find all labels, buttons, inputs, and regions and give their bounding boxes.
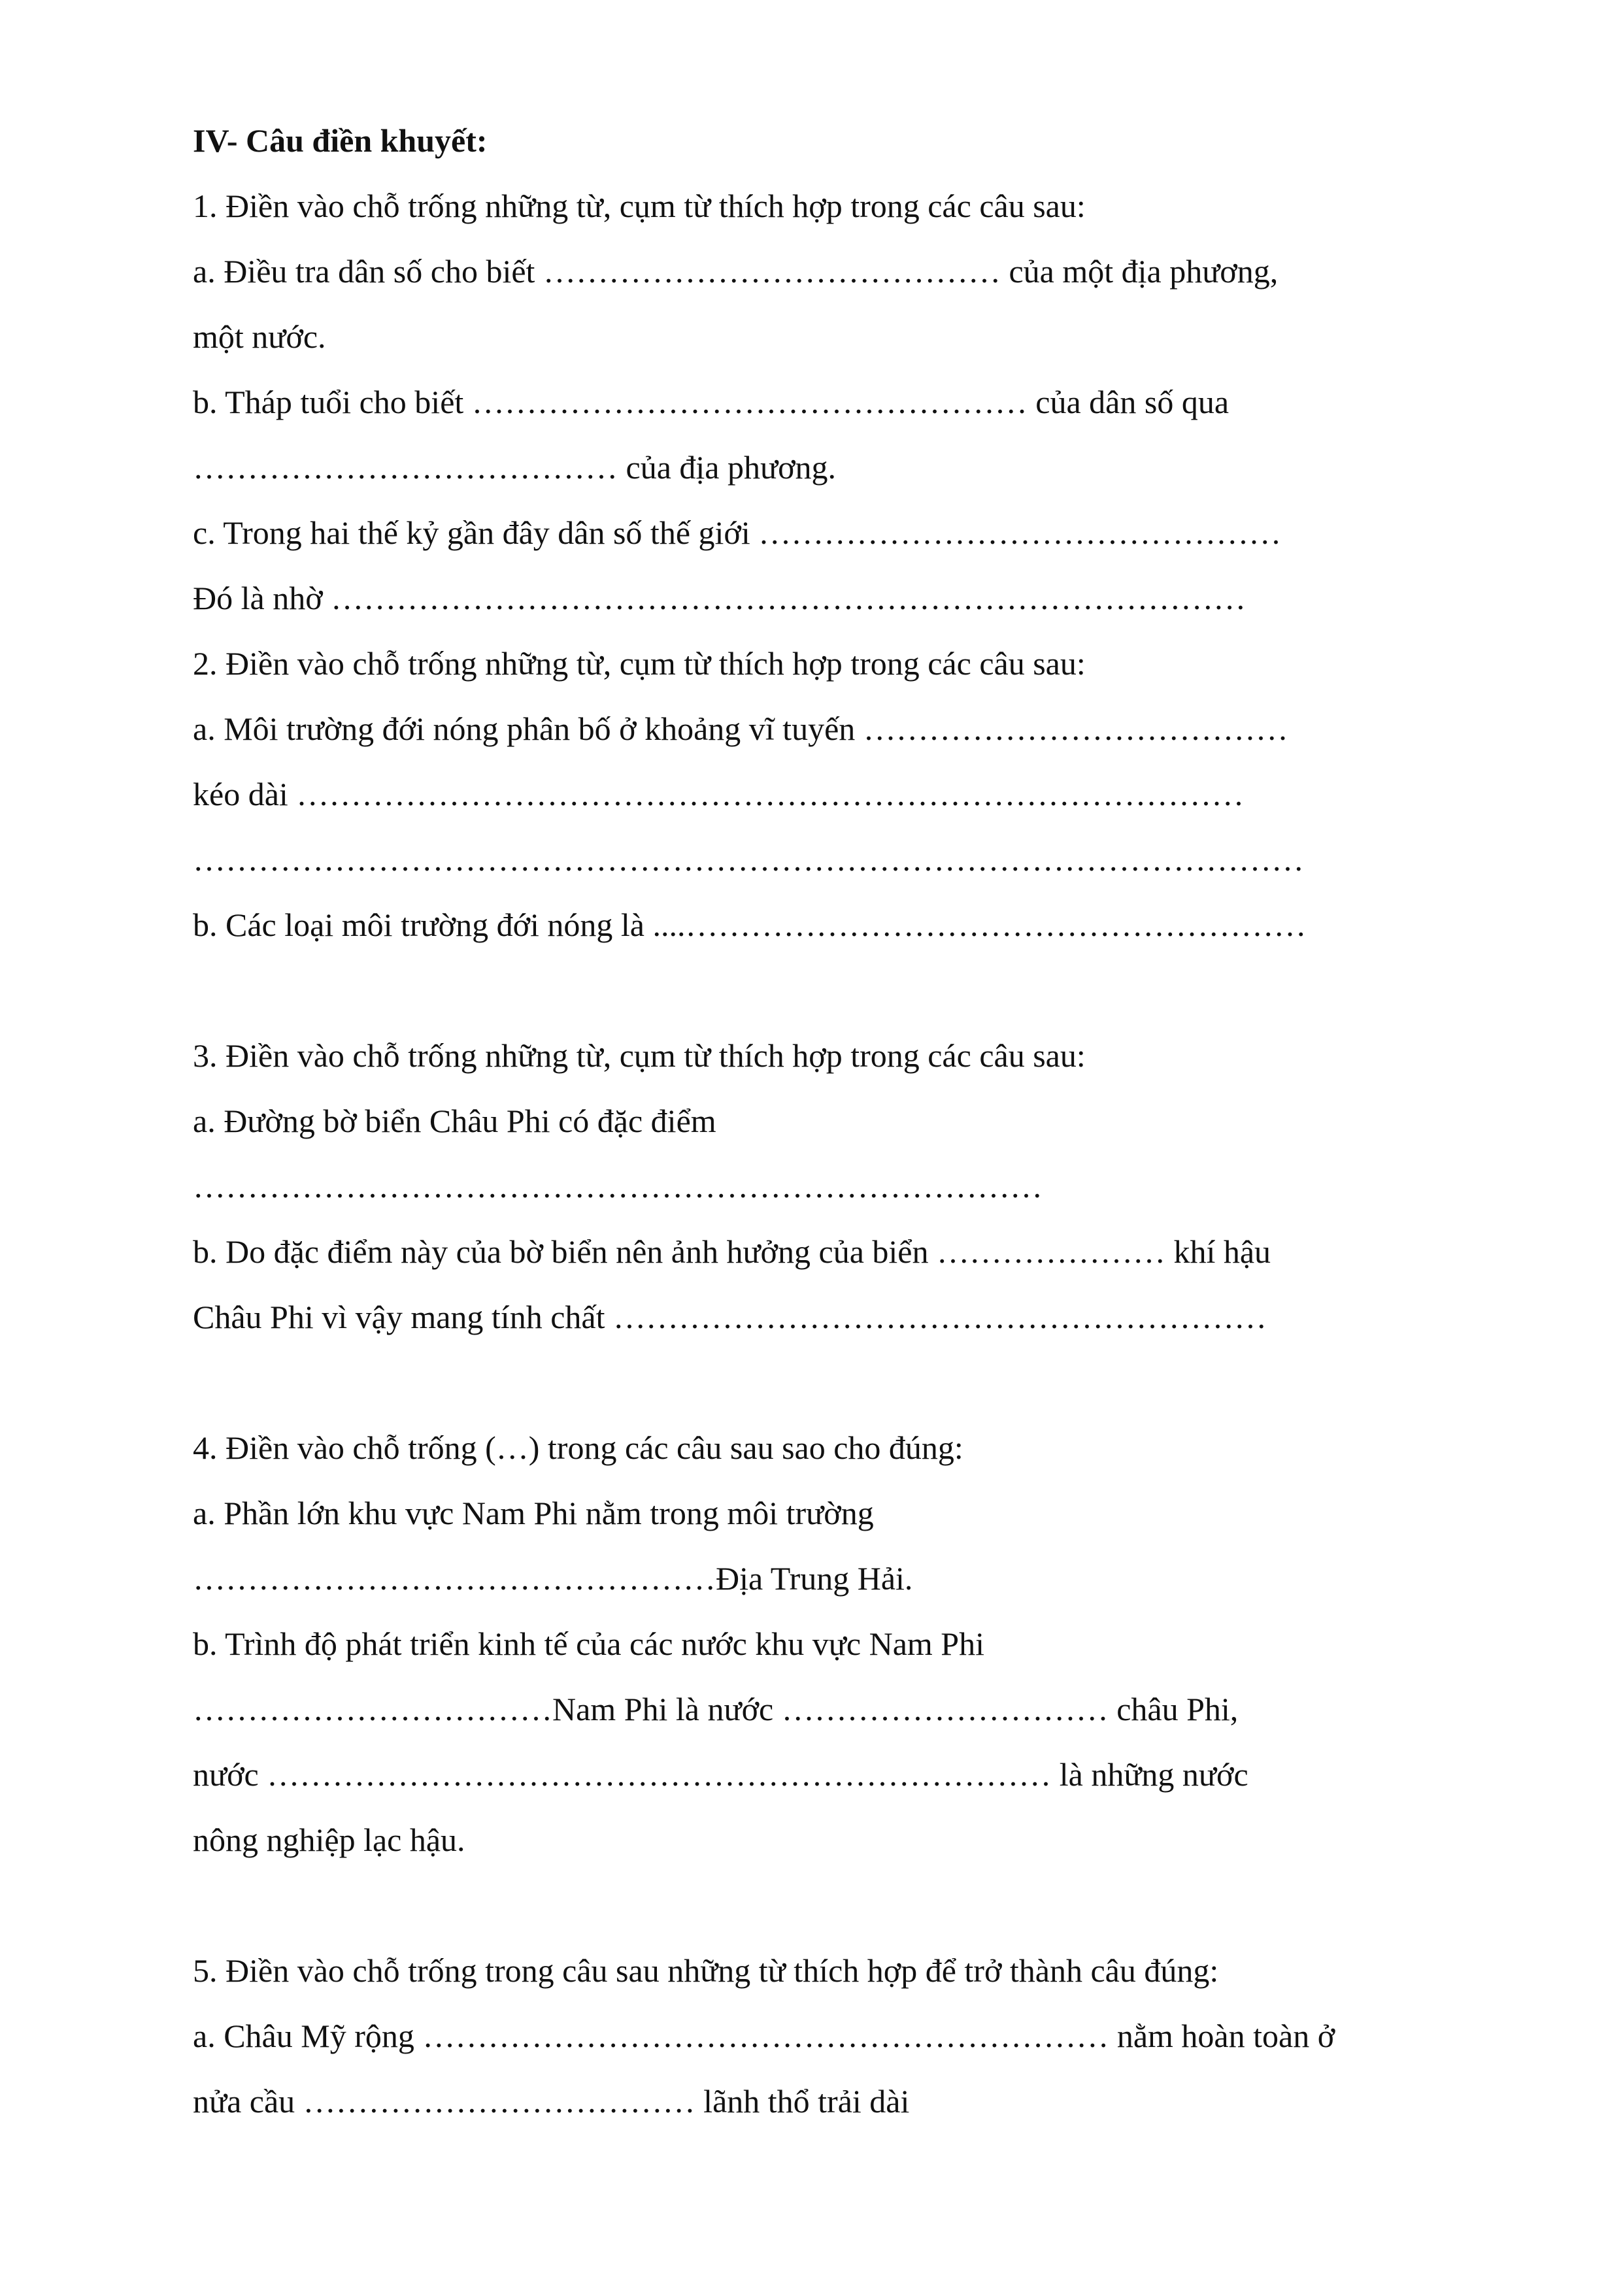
q5a-line-2: nửa cầu ……………………………… lãnh thổ trải dài (193, 2083, 910, 2120)
q1b-line-1: b. Tháp tuổi cho biết …………………………………………… của dân số qua (193, 384, 1230, 420)
q5-instruction: 5. Điền vào chỗ trống trong câu sau những từ thích hợp để trở thành câu đúng: (193, 1952, 1219, 1989)
section-heading: IV- Câu điền khuyết: (193, 122, 488, 159)
q1a-line-2: một nước. (193, 318, 326, 355)
q3a-line-1: a. Đường bờ biển Châu Phi có đặc điểm (193, 1103, 716, 1139)
q3-instruction: 3. Điền vào chỗ trống những từ, cụm từ thích hợp trong các câu sau: (193, 1037, 1086, 1074)
q2-instruction: 2. Điền vào chỗ trống những từ, cụm từ thích hợp trong các câu sau: (193, 645, 1086, 682)
q3a-line-2: …………………………………………………………………… (193, 1168, 1043, 1205)
q1b-line-2: ………………………………… của địa phương. (193, 449, 837, 486)
q4b-line-4: nông nghiệp lạc hậu. (193, 1822, 465, 1858)
q3b-line-2: Châu Phi vì vậy mang tính chất …………………………………………………… (193, 1299, 1267, 1335)
q3b-line-1: b. Do đặc điểm này của bờ biển nên ảnh hưởng của biển ………………… khí hậu (193, 1233, 1271, 1270)
q4a-line-1: a. Phần lớn khu vực Nam Phi nằm trong môi trường (193, 1495, 874, 1531)
q2a-line-1: a. Môi trường đới nóng phân bố ở khoảng vĩ tuyến ………………………………… (193, 710, 1288, 747)
q4-instruction: 4. Điền vào chỗ trống (…) trong các câu sau sao cho đúng: (193, 1429, 963, 1466)
q1a-line-1: a. Điều tra dân số cho biết …………………………………… của một địa phương, (193, 253, 1279, 290)
q4b-line-1: b. Trình độ phát triển kinh tế của các nước khu vực Nam Phi (193, 1625, 984, 1662)
q5a-line-1: a. Châu Mỹ rộng ……………………………………………………… nằm hoàn toàn ở (193, 2018, 1335, 2054)
q2a-line-3: ………………………………………………………………………………………… (193, 841, 1304, 878)
q4a-line-2: …………………………………………Địa Trung Hải. (193, 1560, 913, 1597)
q1c-line-1: c. Trong hai thế kỷ gần đây dân số thế giới ………………………………………… (193, 514, 1282, 551)
q4b-line-2: ……………………………Nam Phi là nước ………………………… châu Phi, (193, 1691, 1239, 1727)
q1c-line-2: Đó là nhờ ………………………………………………………………………… (193, 580, 1247, 616)
q1-instruction: 1. Điền vào chỗ trống những từ, cụm từ thích hợp trong các câu sau: (193, 188, 1086, 224)
q4b-line-3: nước ……………………………………………………………… là những nước (193, 1756, 1248, 1793)
q2a-line-2: kéo dài …………………………………………………………………………… (193, 776, 1245, 812)
q2b-line: b. Các loại môi trường đới nóng là ....………………………………………………… (193, 907, 1307, 943)
